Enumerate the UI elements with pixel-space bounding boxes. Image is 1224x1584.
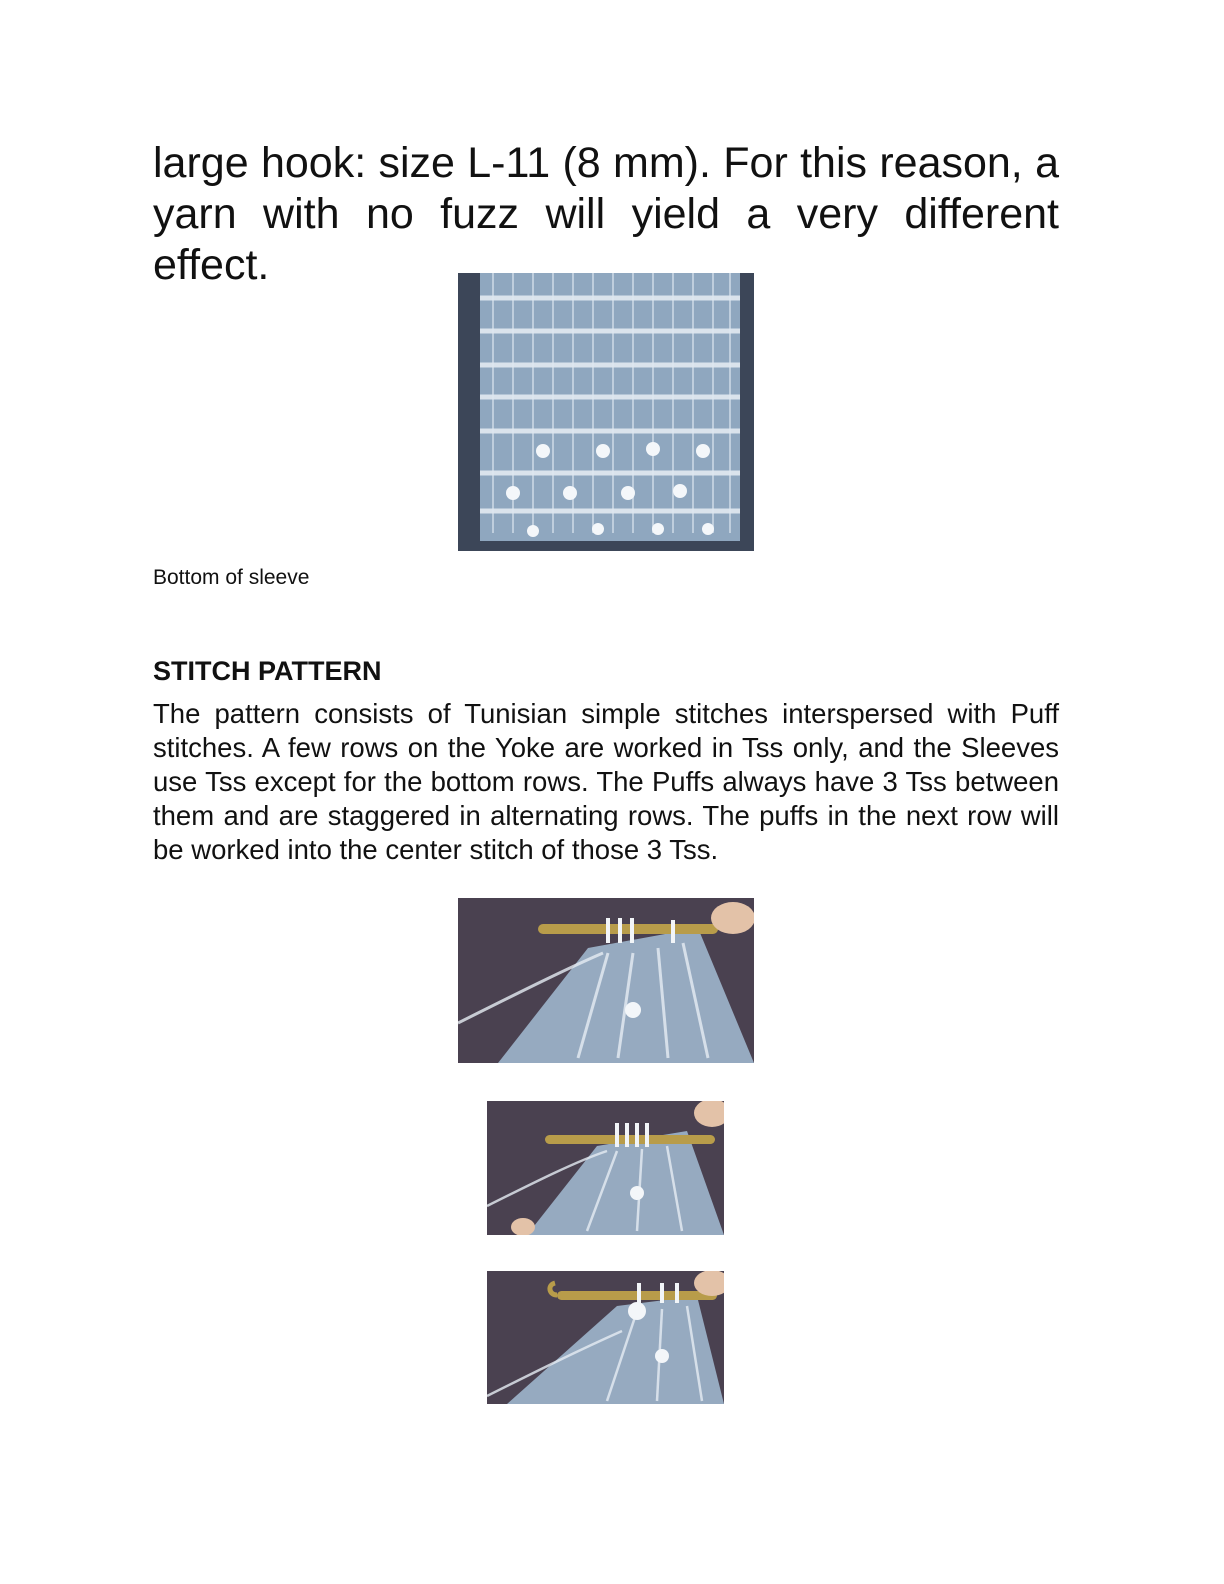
puff-stitch-step-photo-1 (458, 898, 754, 1063)
sleeve-caption: Bottom of sleeve (153, 566, 310, 589)
sleeve-swatch-photo (458, 273, 754, 551)
stitch-pattern-paragraph: The pattern consists of Tunisian simple stitches interspersed with Puff stitches. A few rows on the Yoke are worked in Tss only, and the Sleeves use Tss except for the bottom rows. The Puffs always have 3 Tss between them and are staggered in alternating rows. The puffs in the next row will be worked into the center stitch of those 3 Tss. (153, 698, 1059, 865)
intro-paragraph: large hook: size L-11 (8 mm). For this reason, a yarn with no fuzz will yield a very different effect. (153, 139, 1059, 289)
puff-stitch-step-photo-3 (487, 1271, 724, 1404)
puff-stitch-step-photo-2 (487, 1101, 724, 1235)
section-heading: STITCH PATTERN (153, 656, 382, 686)
